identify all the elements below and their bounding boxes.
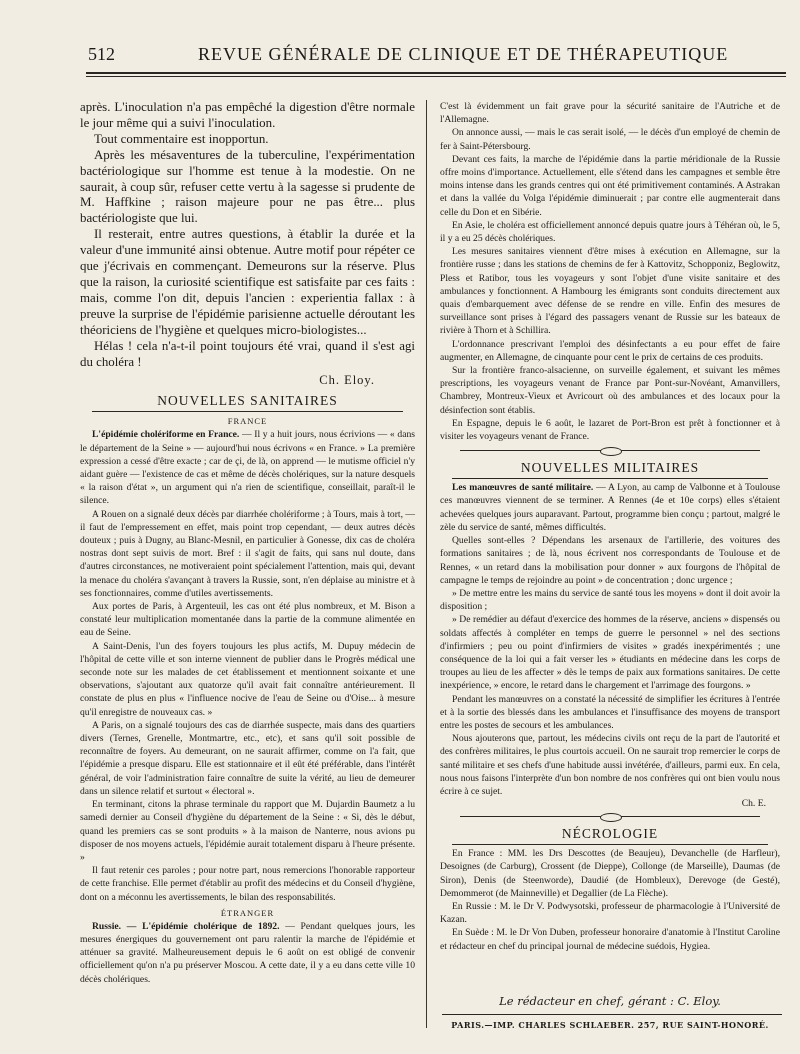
news-paragraph [80,920,415,986]
news-paragraph: Les mesures sanitaires viennent d'être mises à exécution en Allemagne, sur la frontière russe ; dans les stations de chemins de fer à Kattovitz, Schopponiz, Beglowitz, Pless et Ratibor, tous les voyageurs y sont l'objet d'une visite sanitaire et des ambulances y fonctionnent. A Hambourg les émigrants sont conduits directement aux quais d'embarquement avec défense de se rendre en ville. Enfin des mesures de surveillance sont prises à l'égard des passagers venant de Russie sur les bateaux de rivière à Thorn et à Schillira. [440,246,780,337]
article-signature: Ch. Eloy. [319,373,375,388]
obituary-paragraph: En Russie : M. le Dr V. Podwysotski, professeur de pharmacologie à l'Université de Kazan. [440,900,780,926]
section-rule [452,844,768,845]
intro-paragraph: Hélas ! cela n'a-t-il point toujours été vrai, quand il s'est agi du choléra ! [80,338,415,369]
news-paragraph: Aux portes de Paris, à Argenteuil, les cas ont été plus nombreux, et M. Bison a constaté leur multiplication momentanée dans la partie de la commune alimentée en eau de Seine. [80,601,415,639]
intro-paragraph: Il resterait, entre autres questions, à établir la durée et la valeur d'une immunité ainsi obtenue. Autre motif pour répéter ce que j'écrivais en commençant. Demeurons sur la réserve. Plus que la raison, la curiosité scientifique est satisfaite par ces faits : mais, comme l'on dit, depuis l'ancien : experientia fallax : à preuve la surprise de l'épidémie parisienne actuelle déroutant les théoriciens de l'hygiène et quelques micro-biologistes... [80,227,415,337]
intro-paragraph: après. L'inoculation n'a pas empêché la digestion d'être normale le jour même qui a suivi l'inoculation. [80,100,415,130]
section-title-necrologie: NÉCROLOGIE [561,826,659,842]
news-paragraph: L'ordonnance prescrivant l'emploi des désinfectants a eu pour effet de faire augmenter, en Allemagne, de cinquante pour cent le prix de certains de ces produits. [440,338,780,363]
obituary-paragraph: En France : MM. les Drs Descottes (de Beaujeu), Devanchelle (de Harfleur), Desoignes (de Carburg), Crossent (de Dieppe), Collonge (de Marseille), Daumas (de Siron), Denis (de Steenworde), Daudié (de Hombleux), Derevoge (de Gesté), Demommerot (de Mainneville) et Degallier (de La Flèche). [440,848,780,899]
news-paragraph: A Rouen on a signalé deux décès par diarrhée cholériforme ; à Tours, mais à tort, — il faut de l'empressement en effet, mais point trop cependant, — deux autres décès douteux ; puis à Dugny, au Blanc-Mesnil, en particulier à Gonesse, dix cas de choléra nostras dont sept suivis de mort. Bref : il s'agit de faits, qui sans nul doute, dans d'autres circonstances, ne motiveraient point spécialement l'attention, mais qui, devant la menace du choléra s'avançant à travers la Russie, sont, n'en déplaise au ministre et à ses fonctionnaires, comme d'utiles avertissements. [80,508,415,599]
militaires-signature: Ch. E. [741,798,766,810]
header-rule [86,72,786,74]
news-paragraph: Nous ajouterons que, partout, les médecins civils ont reçu de la part de l'autorité et des confrères militaires, le plus courtois accueil. On ne saurait trop remercier le corps de santé militaire et ses chefs d'une habitude aussi invétérée, d'ailleurs, parmi eux. En cela, nous nous faisons l'interprète d'un bon nombre de nos confrères qui ont bien voulu nous écrire à ce sujet. [440,733,780,797]
ornamental-rule [460,447,760,455]
news-paragraph: A Saint-Denis, l'un des foyers toujours les plus actifs, M. Dupuy médecin de l'hôpital de cette ville et son interne viennent de publier dans le Progrès médical une seconde note sur les malades de cet établissement et mentionnent soixante et une observations, s'ajoutant aux quatorze qu'il avait fait connaître antérieurement. Il constate de plus en plus « l'influence nocive de l'eau de Seine ou d'Oise... à mesure qu'il enregistre de nouveaux cas. » [80,640,415,718]
news-paragraph: » De remédier au défaut d'exercice des hommes de la réserve, anciens » dispensés ou soldats affectés à compléter en temps de guerre le personnel » nel des sections d'infirmiers ; peu ou point d'infirmiers de visites » gradés inexpérimentés ; une conséquence de la loi qui a fait verser les » étudiants en médecine dans les corps de troupes au lieu de les affecter » dès le temps de paix aux formations sanitaires. De cette inexpérience, » encore, le retard dans le chargement et l'arrimage des fourgons. » [440,614,780,692]
news-text: — A Lyon, au camp de Valbonne et à Toulouse ces manœuvres viennent de se terminer. A Rennes (4e et 10e corps) elles s'étaient achevées quelques jours auparavant. Partout, programme bien conçu ; partout, malgré le zèle du service de santé, mêmes difficultés. [440,482,780,533]
news-paragraph: Quelles sont-elles ? Dépendans les arsenaux de l'artillerie, des voitures des formations sanitaires ; de là, nous écrivent nos correspondants de Toulouse et de Rennes, « un retard dans la mobilisation pour donner » aux fourgons de l'hôpital de campagne le temps de rejoindre au point » de concentration ; donc urgence ; [440,535,780,586]
news-paragraph: C'est là évidemment un fait grave pour la sécurité sanitaire de l'Autriche et de l'Allemagne. [440,101,780,126]
news-paragraph: Sur la frontière franco-alsacienne, on surveille également, et suivant les mêmes prescriptions, les voyageurs venant de France par Pont-sur-Novéant, Amanvillers, Chambrey, Montreux-Vieux et Avricourt où des ambulances et des locaux pour la désinfection sont établis. [440,365,780,416]
news-paragraph: Il faut retenir ces paroles ; pour notre part, nous remercions l'honorable rapporteur de cette franchise. Elle permet d'établir au profit des médecins et du Conseil d'hygiène, dont on a méconnu les avertissements, le bilan des responsabilités. [80,865,415,903]
intro-paragraph: Tout commentaire est inopportun. [94,131,269,146]
page-header [86,40,786,70]
news-text: — Il y a huit jours, nous écrivions — « dans le département de la Seine » — aujourd'hui nous écrivons « en France. » La première expression a cessé d'être exacte ; car de çi, de là, on apprend — le mutisme officiel n'y aidant guère — l'existence de cas et même de décès cholériques, sur la nature desquels « la raison d'état », un argument qui n'a rien de scientifique, conseillait, paraît-il le silence. [80,429,415,507]
obituary-paragraph: En Suède : M. le Dr Von Duben, professeur honoraire d'anatomie à l'Institut Caroline et rédacteur en chef du principal journal de médecine suédois, Hygiea. [440,927,780,952]
news-paragraph: En Espagne, depuis le 6 août, le lazaret de Port-Bron est prêt à fonctionner et à visiter les voyageurs venant de France. [440,417,780,443]
right-column [440,100,780,953]
news-paragraph: » De mettre entre les mains du service de santé tous les moyens » dont il doit avoir la disposition ; [440,587,780,613]
left-column [80,100,415,986]
subsection-etranger: ÉTRANGER [220,907,275,918]
news-paragraph: Devant ces faits, la marche de l'épidémie dans la partie méridionale de la Russie offre moins d'importance. Actuellement, elle s'étend dans les campagnes et semble être moins intense dans les grands centres qui ont été primitivement contaminés. A Astrakan et dans la vallée du Volga l'épidémie diminuerait ; par contre elle augmenterait dans celle du Don et en Sibérie. [440,153,780,218]
header-rule-thin [86,76,786,77]
news-paragraph: Pendant les manœuvres on a constaté la nécessité de simplifier les écritures à l'entrée et à la sortie des blessés dans les ambulances et l'insuffisance des moyens de transport entre les postes de secours et les ambulances. [440,693,780,731]
ornamental-rule [460,813,760,821]
section-title-nouvelles-sanitaires: NOUVELLES SANITAIRES [157,393,338,409]
intro-paragraph: Après les mésaventures de la tuberculine, l'expérimentation bactériologique sur l'homme est tenue à la modestie. On ne saurait, à coup sûr, refuser cette vertu à la sagesse si prudente de M. Haffkine ; raison majeure pour ne pas être... plus bactériologiste que lui. [80,147,415,226]
news-paragraph: On annonce aussi, — mais le cas serait isolé, — le décès d'un employé de chemin de fer à Saint-Pétersbourg. [440,127,780,152]
subsection-france: FRANCE [227,416,268,427]
section-rule [452,478,768,479]
news-text: — Pendant quelques jours, les mesures énergiques du gouvernement ont paru ralentir la marche de l'épidémie et atténuer sa gravité. Malheureusement depuis le 6 août on est obligé de convenir officiellement qu'on n'a pu préserver Moscou. A cette date, il y a eu dans cette ville 10 décès cholériques. [80,920,415,985]
news-paragraph [80,428,415,507]
page-number: 512 [88,44,115,64]
section-title-nouvelles-militaires: NOUVELLES MILITAIRES [520,460,700,476]
editor-rule [442,1014,782,1015]
news-paragraph: A Paris, on a signalé toujours des cas de diarrhée suspecte, mais dans des quartiers divers (Ternes, Grenelle, Montmartre, etc., etc), et sans qu'il soit possible de reconnaître de foyers. Au demeurant, on ne saurait affirmer, comme on l'a fait, que l'épidémie a presque disparu. Elle est stationnaire et il eût été préférable, dans l'intérêt général, de voir l'administration faire connaître de suite la vérité, au lieu de demeurer dans un silence relatif et surtout « électoral ». [80,719,415,797]
column-divider [426,100,427,1028]
printer-line: PARIS.—IMP. CHARLES SCHLAEBER. 257, RUE SAINT-HONORÉ. [451,1020,769,1030]
news-paragraph: En terminant, citons la phrase terminale du rapport que M. Dujardin Baumetz a lu samedi dernier au Conseil d'hygiène du département de la Seine : « Si, dès le début, quand les premiers cas se sont produits » à la maison de Nanterre, nous avions pu disposer de nos moyens actuels, l'épidémie aurait totalement disparu à l'heure présente. » [80,799,415,863]
running-title: REVUE GÉNÉRALE DE CLINIQUE ET DE THÉRAPEUTIQUE [198,44,729,64]
news-paragraph: En Asie, le choléra est officiellement annoncé depuis quatre jours à Téhéran où, le 5, il y a eu 25 décès cholériques. [440,219,780,245]
news-headline: Russie. — L'épidémie cholérique de 1892. [92,920,280,932]
section-rule [92,411,403,412]
news-paragraph [440,481,780,534]
editor-line: Le rédacteur en chef, gérant : C. Eloy. [499,994,721,1008]
news-headline: L'épidémie cholériforme en France. [92,429,240,441]
news-headline: Les manœuvres de santé militaire. [452,482,594,494]
